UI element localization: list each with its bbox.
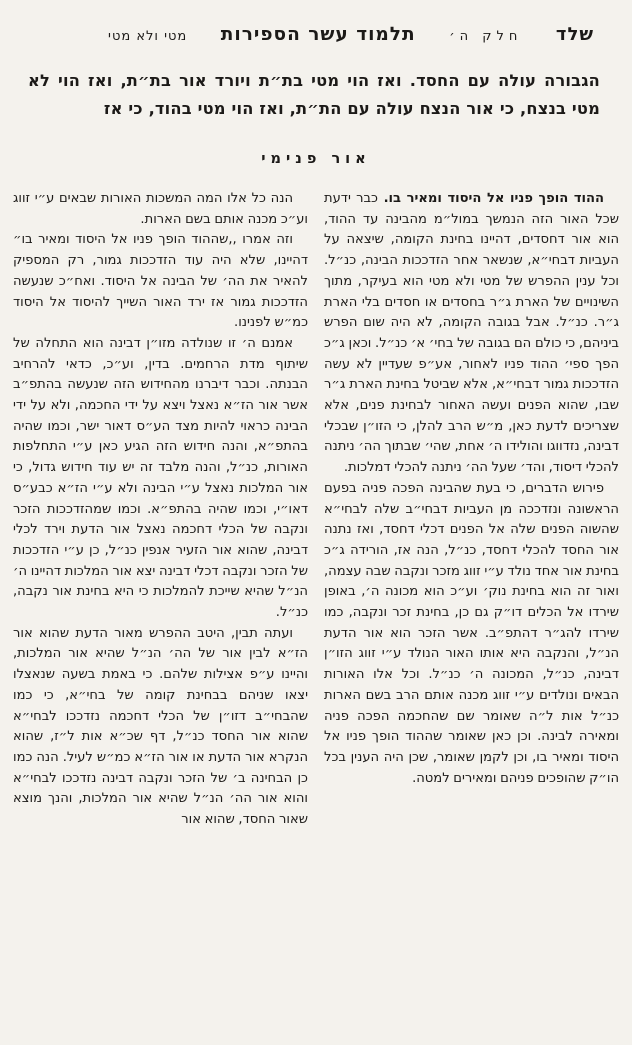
paragraph (13, 624, 308, 831)
column-right (324, 189, 619, 1029)
paragraph (324, 479, 619, 790)
section-label: מטי ולא מטי (108, 29, 188, 44)
text-columns (0, 189, 632, 1029)
inner-light-heading: אור פנימי (261, 151, 371, 167)
part-label: חלק ה׳ (449, 29, 523, 44)
intro-excerpt: הגבורה עולה עם החסד. ואז הוי מטי בת״ת ויורד אור בת״ת, ואז הוי לא מטי בנצח, כי אור הנצח עולה עם הת״ת, ואז הוי מטי בהוד, כי אז (28, 71, 600, 118)
paragraph-text: הנה כל אלו המה המשכות האורות שבאים ע״י זווג וע״כ מכנה אותם בשם הארות. (13, 191, 308, 227)
paragraph-lead: ההוד הופך פניו אל היסוד ומאיר בו. (383, 191, 604, 206)
paragraph (13, 189, 308, 230)
page-header (0, 0, 632, 45)
paragraph-text: פירוש הדברים, כי בעת שהבינה הפכה פניה בפעם הראשונה ונזדככה מן העביות דבחי״ב שלה לבחי״א שהשוה הפנים שלה אל הפנים דכלי דחסד, ואז נתנה אור החסד להכלי דחסד, כנ״ל, הנה אז, הורידה ג״כ בחינת אור אחד נולד ע״י זווג מזכר ונקבה שבה עצמה, ואור זה הוא בחינת נוק׳ וע״כ הוא מכונה ה׳, באופן שירדו אל הכלים דו״ק גם כן, בחינת זכר ונקבה, כמו שירדו להג״ר דהתפ״ב. אשר הזכר הוא אור הדעת הנ״ל, והנקבה היא אותו האור הנולד ע״י זווג הזו״ן דבינה, כנ״ל, המכונה ה׳ כנ״ל. וכל אלו האורות הבאים ונולדים ע״י זווג מכנה אותם הרב בשם הארות כנ״ל אות ל״ה שאומר שם שהחכמה הפכה פניה ומאירה לבינה. וכן כאן שאומר שההוד הופך פניו אל היסוד ומאיר בו, וכן לקמן שאומר, שכן היה הענין בכל הו״ק שהופכים פניהם ומאירים למטה. (324, 480, 619, 786)
paragraph-text: ועתה תבין, היטב ההפרש מאור הדעת שהוא אור הז״א לבין אור של הה׳ הנ״ל שהיא אור המלכות, והיינו ע״פ אצילות שלהם. כי באמת בשעה שנאצלו יצאו שניהם בבחינת קומה של בחי״א, כי כמו שהבחי״ב דזו״ן של הכלי דחכמה נזדככו לבחי״א שהוא אור החסד כנ״ל, דף שכ״א אות ל״ז, שהוא הנקרא אור הדעת או אור הז״א כמ״ש לעיל. הנה כמו כן הבחינה ב׳ של הזכר ונקבה דבינה נזדככו לבחי״א והוא אור הה׳ הנ״ל שהיא אור המלכות, והנך מוצא שאור החסד, שהוא אור (13, 625, 308, 828)
paragraph-text: כבר ידעת שכל האור הזה הנמשך במול״מ מהבינה עד ההוד, הוא אור דחסדים, דהיינו בחינת הקומה, שיצאה על העביות דבחי״א, שנשאר אחר הזדככות הבינה, כנ״ל. וכל ענין ההפרש של מטי ולא מטי הוא בעיקר, מתוך השינויים של הארת ג״ר בחסדים או חסדים בלי הארת ג״ר. כנ״ל. אבל בגובה הקומה, לא היה שום הפרש ביניהם, כי כולם הם בגובה של בחי׳ א׳ כנ״ל. וכאן ג״כ הפך ספי׳ ההוד פניו לאחור, אע״פ שעדיין לא עשה הזדככות גמור דבחי״א, אלא שביטל בחינת הארת ג״ר שבו, שהוא הפנים ועשה האחור לבחינת פנים, אלא שצריכים לדעת כאן, מ״ש הרב להלן, כי הזו״ן שבכלי דבינה, נזדווגו והולידו ה׳ אחת, שהי׳ שבתוך הה׳ ניתנה להכלי דיסוד, והד׳ שעל הה׳ ניתנה להכלי דמלכות. (324, 191, 619, 476)
page-number: שלד (555, 24, 594, 45)
paragraph-text: וזה אמרו ,,שההוד הופך פניו אל היסוד ומאיר בו״ דהיינו, שלא היה עוד הזדככות גמור, רק המספיק להאיר את הה׳ של הבינה אל היסוד. ואח״כ שנעשה הזדככות גמור אז ירד האור השייך להיסוד אל היסוד כמ״ש לפנינו. (13, 232, 308, 331)
paragraph (324, 189, 619, 479)
paragraph (13, 334, 308, 624)
column-left (13, 189, 308, 1029)
book-title: תלמוד עשר הספירות (220, 24, 416, 45)
paragraph-text: אמנם ה׳ זו שנולדה מזו״ן דבינה הוא התחלה של שיתוף מדת הרחמים. בדין, וע״כ, כדאי להרחיב הבנתה. וכבר דיברנו מהחידוש הזה שנעשה בהתפ״ב אשר אור הז״א נאצל ויצא על ידי החכמה, ולא על ידי הבינה כראוי להיות מצד הע״ס דאור ישר, וכמו שהיה בהתפ״א, והנה חידוש הזה הגיע כאן ע״י התחלפות האורות, כנ״ל, והנה מלבד זה יש עוד חידוש גדול, כי אור המלכות נאצל ע״י הבינה ולא ע״י הז״א כבע״ס דאו״י, וכמו שהיה בהתפ״א. וכמו שמהזדככות הזכר ונקבה של הכלי דחכמה נאצל אור הדעת וירד לכלי דבינה, שהוא אור הזעיר אנפין כנ״ל, כן ע״י הזדככות של הזכר ונקבה דכלי דבינה יצא אור המלכות דהיינו ה׳ הנ״ל שהיא שייכת להמלכות כי היא בחינת אור נקבה, כנ״ל. (13, 335, 308, 621)
paragraph (13, 230, 308, 334)
